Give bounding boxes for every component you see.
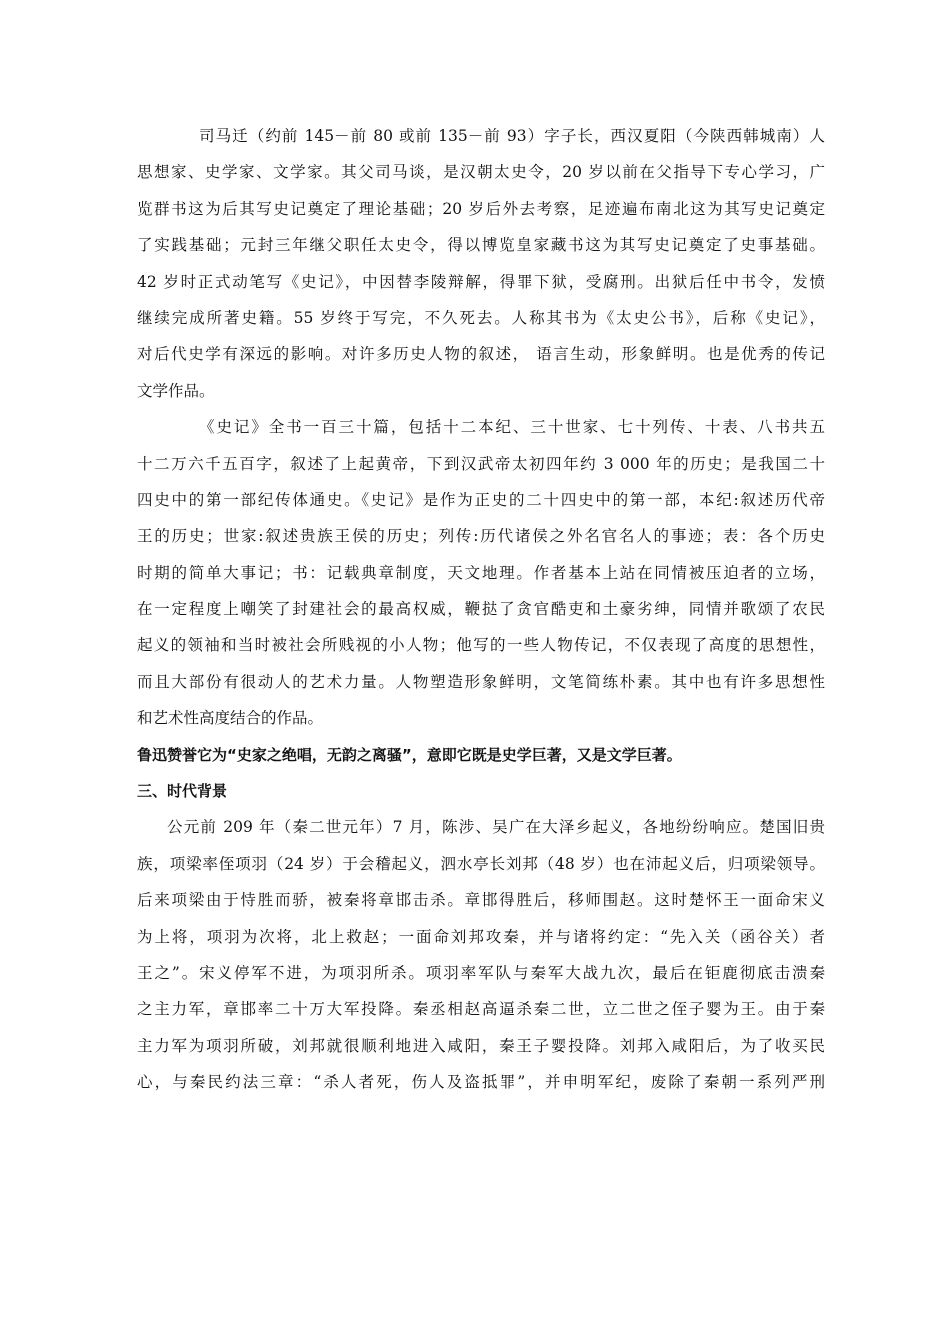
- text-line: 后来项梁由于恃胜而骄，被秦将章邯击杀。章邯得胜后，移师围赵。这时楚怀王一面命宋义: [137, 891, 825, 910]
- text-line: 和艺术性高度结合的作品。: [137, 709, 324, 728]
- text-line: 四史中的第一部纪传体通史。《史记》是作为正史的二十四史中的第一部，本纪:叙述历代帝: [137, 490, 825, 509]
- text-line: 思想家、史学家、文学家。其父司马谈，是汉朝太史令，20 岁以前在父指导下专心学习，广: [137, 163, 825, 182]
- text-line: 王之”。宋义停军不进，为项羽所杀。项羽率军队与秦军大战九次，最后在钜鹿彻底击溃秦: [137, 963, 825, 982]
- paragraph-shiji-overview: [137, 409, 825, 737]
- text-line: 主力军为项羽所破，刘邦就很顺利地进入咸阳，秦王子婴投降。刘邦入咸阳后，为了收买民: [137, 1036, 825, 1055]
- bold-quote: 鲁迅赞誉它为“史家之绝唱，无韵之离骚”，意即它既是史学巨著，又是文学巨著。: [137, 745, 682, 764]
- document-body: [137, 118, 825, 1101]
- text-line: 在一定程度上嘲笑了封建社会的最高权威，鞭挞了贪官酷吏和土豪劣绅，同情并歌颂了农民: [137, 600, 825, 619]
- text-line: 之主力军，章邯率二十万大军投降。秦丞相赵高逼杀秦二世，立二世之侄子婴为王。由于秦: [137, 1000, 825, 1019]
- text-line: 为上将，项羽为次将，北上救赵；一面命刘邦攻秦，并与诸将约定：“先入关（函谷关）者: [137, 927, 825, 946]
- text-line: 十二万六千五百字，叙述了上起黄帝，下到汉武帝太初四年约 3 000 年的历史；是我国二十: [137, 454, 825, 473]
- text-line: 继续完成所著史籍。55 岁终于写完，不久死去。人称其书为《太史公书》，后称《史记》，: [137, 308, 825, 327]
- paragraph-sima-qian-bio: [137, 118, 825, 409]
- text-line: 司马迁（约前 145－前 80 或前 135－前 93）字子长，西汉夏阳（今陕西韩城南）人: [199, 127, 825, 145]
- text-line: 而且大部份有很动人的艺术力量。人物塑造形象鲜明，文笔简练朴素。其中也有许多思想性: [137, 672, 825, 691]
- section-heading: 三、时代背景: [137, 782, 228, 801]
- text-line: 起义的领袖和当时被社会所贱视的小人物；他写的一些人物传记，不仅表现了高度的思想性，: [137, 636, 825, 655]
- text-line: 文学作品。: [137, 381, 215, 400]
- text-line: 《史记》全书一百三十篇，包括十二本纪、三十世家、七十列传、十表、八书共五: [199, 418, 825, 437]
- text-line: 时期的简单大事记；书：记载典章制度，天文地理。作者基本上站在同情被压迫者的立场，: [137, 563, 825, 582]
- text-line: 对后代史学有深远的影响。对许多历史人物的叙述， 语言生动，形象鲜明。也是优秀的传记: [137, 345, 825, 364]
- text-line: 42 岁时正式动笔写《史记》，中因替李陵辩解，得罪下狱，受腐刑。出狱后任中书令，发愤: [137, 272, 825, 291]
- text-line: 心，与秦民约法三章：“杀人者死，伤人及盗抵罪”，并申明军纪，废除了秦朝一系列严刑: [137, 1073, 825, 1092]
- text-line: 族，项梁率侄项羽（24 岁）于会稽起义，泗水亭长刘邦（48 岁）也在沛起义后，归项梁领导。: [137, 854, 825, 873]
- paragraph-historical-background: [137, 809, 825, 1100]
- text-line: 公元前 209 年（秦二世元年）7 月，陈涉、吴广在大泽乡起义，各地纷纷响应。楚国旧贵: [167, 818, 825, 837]
- text-line: 了实践基础；元封三年继父职任太史令，得以博览皇家藏书这为其写史记奠定了史事基础。: [137, 236, 825, 255]
- text-line: 王的历史；世家:叙述贵族王侯的历史；列传:历代诸侯之外名官名人的事迹；表：各个历史: [137, 527, 825, 546]
- text-line: 览群书这为后其写史记奠定了理论基础；20 岁后外去考察，足迹遍布南北这为其写史记奠定: [137, 199, 825, 218]
